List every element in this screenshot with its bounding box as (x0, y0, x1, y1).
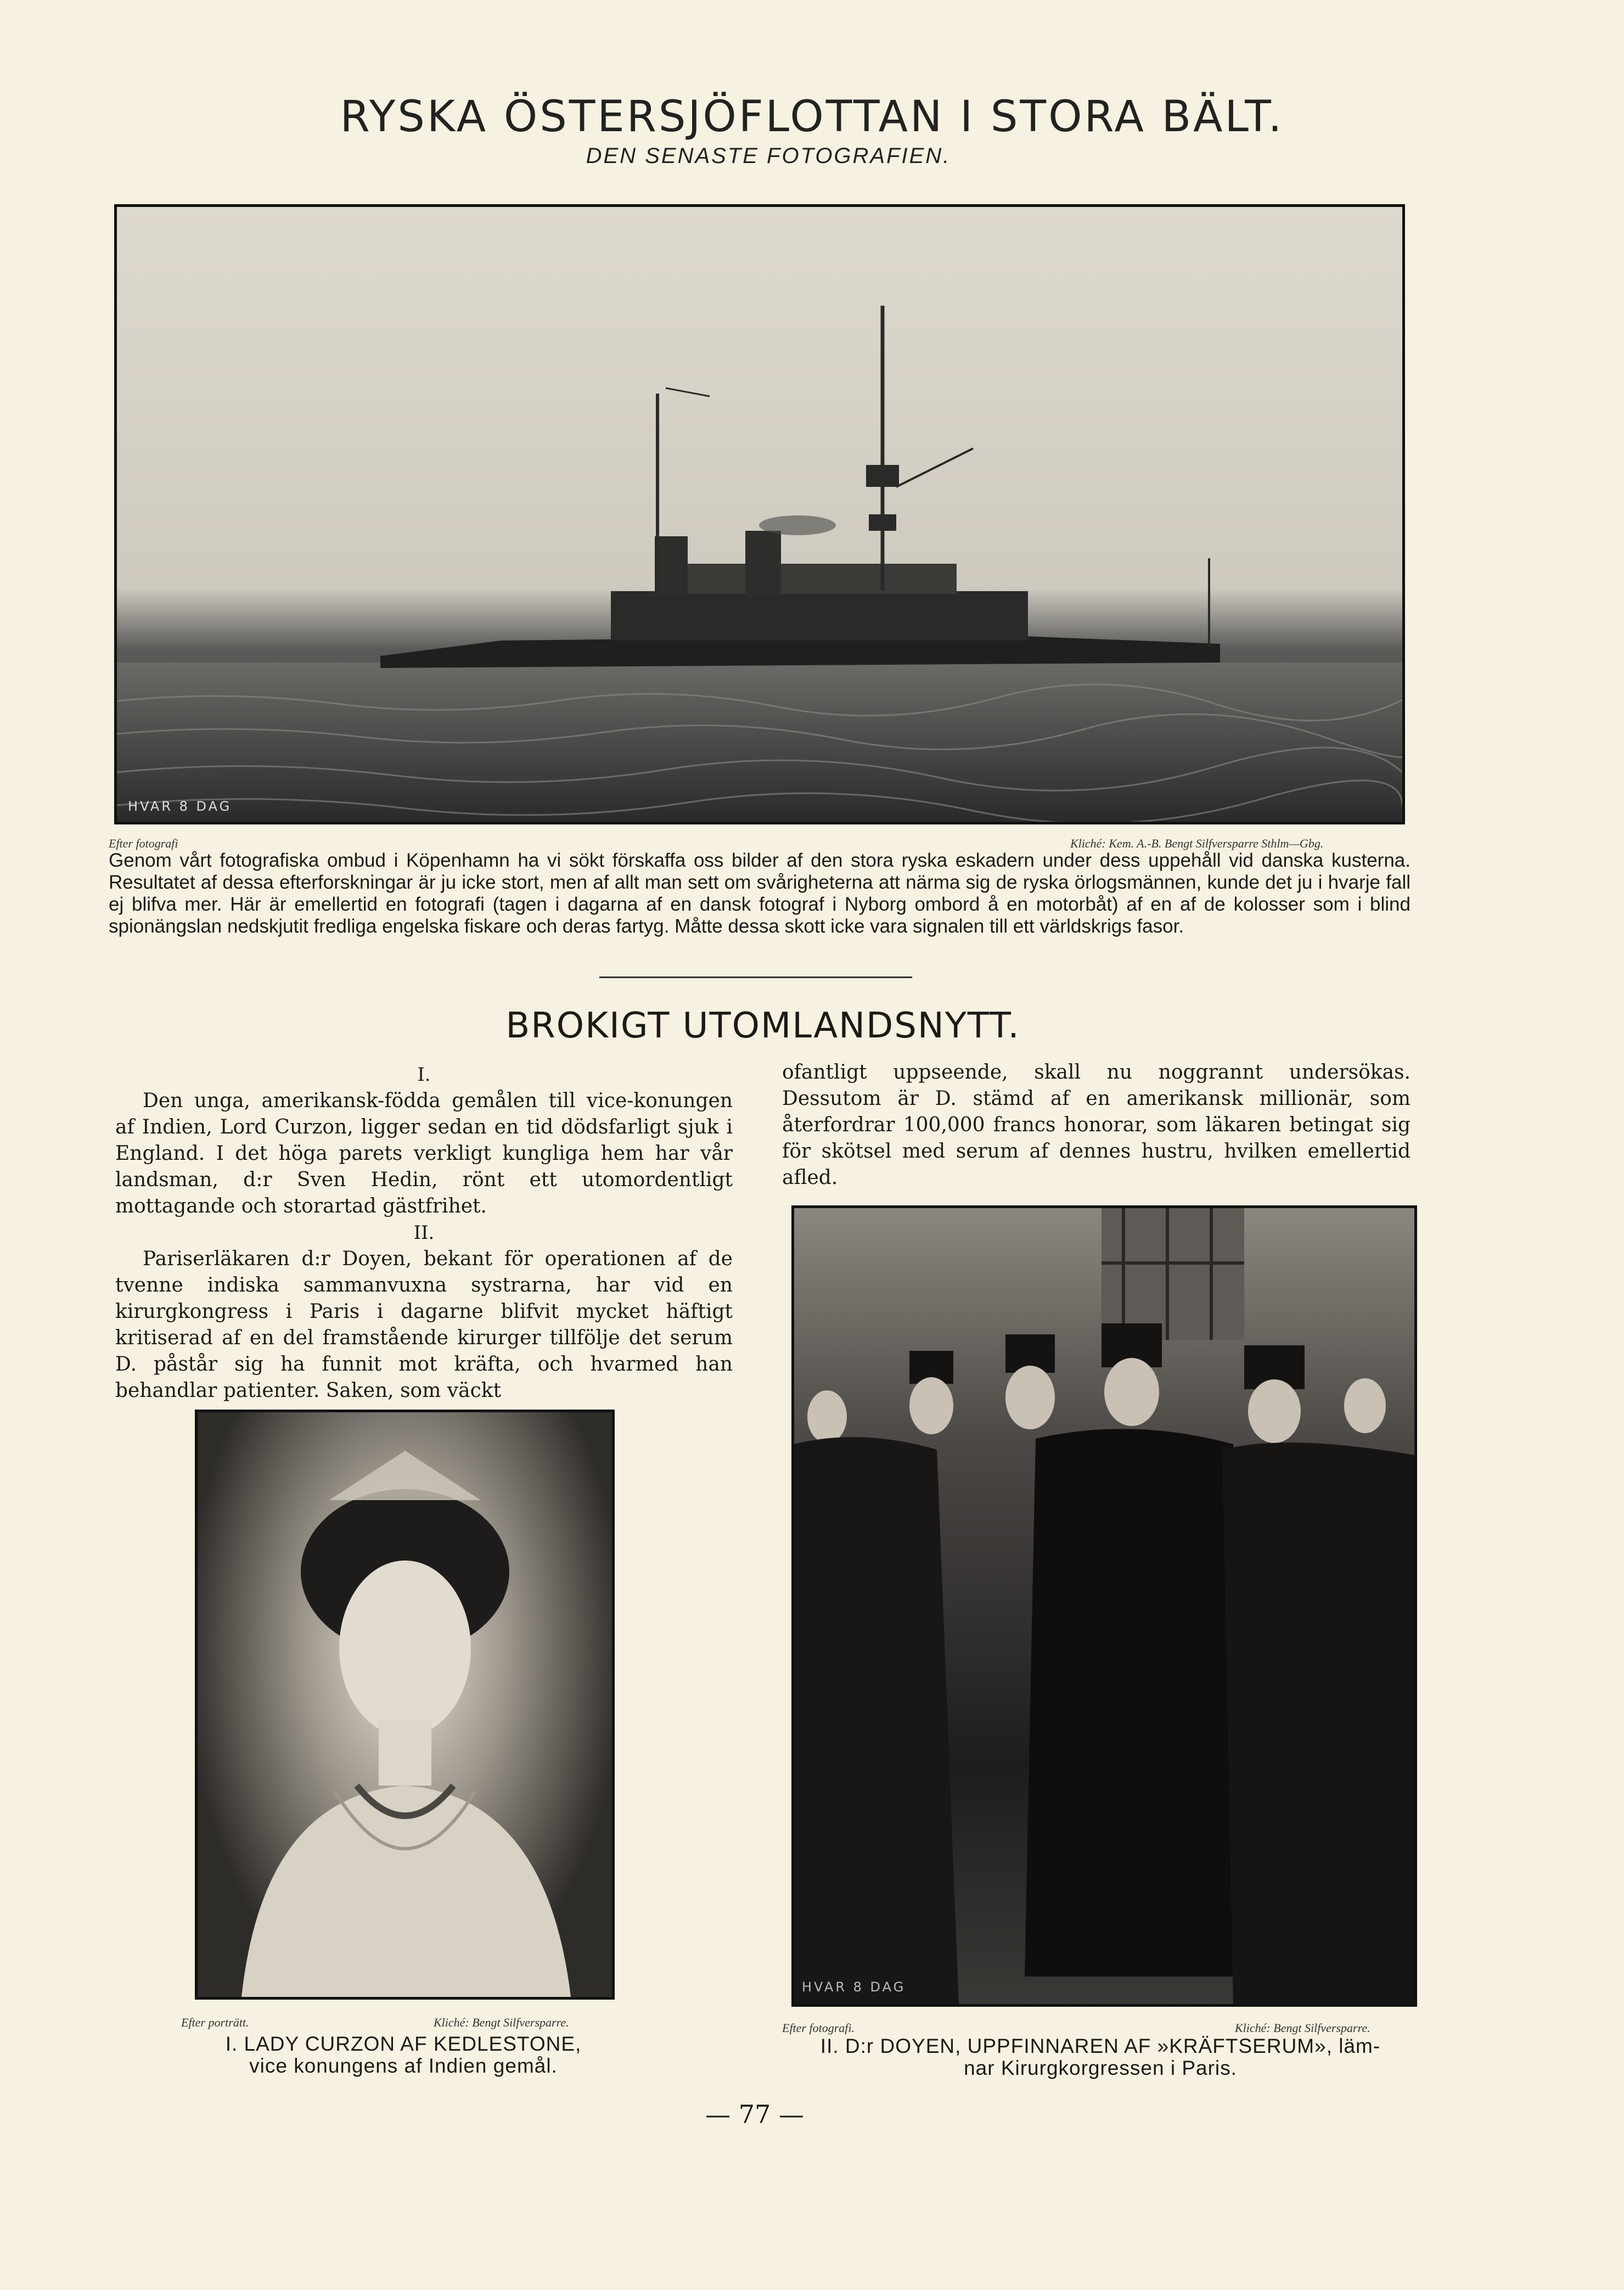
page-title: RYSKA ÖSTERSJÖFLOTTAN I STORA BÄLT. (340, 92, 1284, 142)
item-number: II. (413, 1222, 435, 1244)
curzon-caption-title: I. LADY CURZON AF KEDLESTONE, (225, 2033, 582, 2055)
portrait-cliche-credit: Kliché: Bengt Silfversparre. (434, 2016, 569, 2029)
ship-caption: Genom vårt fotografiska ombud i Köpenhamn ha vi sökt förskaffa oss bilder af den stora ryska eskadern under dess uppehåll vid danska kusterna. Resultatet af dessa efterforskningar är ju icke stort, men af allt man sett om svårigheterna att närma sig de ryska örlogsmännen, kunde det ju i hvarje fall ej blifva mer. Här är emellertid en fotografi (tagen i dagarna af en dansk fotograf i Nyborg ombord å en motorbåt) af en af de kolosser som i blind spionängslan nedskjutit fredliga engelska fiskare och deras fartyg. Måtte dessa skott icke vara signalen till ett världskrigs fasor. (109, 850, 1411, 937)
crowd-illustration (794, 1208, 1414, 2004)
page-subtitle: DEN SENASTE FOTOGRAFIEN. (586, 144, 951, 168)
photo-watermark: HVAR 8 DAG (128, 799, 232, 814)
portrait-credit: Efter porträtt. (181, 2016, 249, 2029)
cliche-credit: Kliché: Kem. A.-B. Bengt Silfversparre Sthlm—Gbg. (1070, 837, 1324, 850)
left-column (115, 1062, 733, 1404)
doyen-photo-credit: Efter fotografi. (782, 2021, 855, 2035)
curzon-caption-subtitle: vice konungens af Indien gemål. (249, 2055, 558, 2077)
article-continuation: ofantligt uppseende, skall nu noggrannt undersökas. Dessutom är D. stämd af en amerikansk millionär, som återfordrar 100,000 francs honorar, som läkaren betingat sig för skötsel med serum af dennes hustru, hvilken emellertid afled. (782, 1061, 1411, 1189)
doyen-caption-title: II. D:r DOYEN, UPPFINNAREN AF »KRÄFTSERUM», läm- (820, 2035, 1381, 2057)
section-heading: BROKIGT UTOMLANDSNYTT. (505, 1006, 1020, 1046)
battleship-illustration (117, 207, 1402, 822)
portrait-illustration (198, 1412, 612, 1997)
doyen-cliche-credit: Kliché: Bengt Silfversparre. (1235, 2021, 1370, 2035)
doyen-photo-watermark: HVAR 8 DAG (802, 1979, 906, 1995)
article-paragraph: Den unga, amerikansk-födda gemålen till vice-konungen af Indien, Lord Curzon, ligger sedan en tid dödsfarligt sjuk i England. I det höga parets verkligt kungliga hem har vår landsman, d:r Sven Hedin, rönt ett utomordentligt mottagande och storartad gästfrihet. (115, 1090, 733, 1217)
battleship-photo (114, 204, 1405, 824)
page-number: — 77 — (705, 2100, 804, 2129)
lady-curzon-portrait (195, 1410, 615, 2000)
photo-credit: Efter fotografi (109, 837, 178, 850)
item-number: I. (417, 1064, 431, 1086)
dr-doyen-photo (791, 1205, 1417, 2007)
article-paragraph: Pariserläkaren d:r Doyen, bekant för operationen af de tvenne indiska sammanvuxna systrarna, har vid en kirurgkongress i Paris i dagarne blifvit mycket häftigt kritiserad af en del framstående kirurger tillfölje det serum D. påstår sig ha funnit mot kräfta, och hvarmed han behandlar patienter. Saken, som väckt (115, 1248, 733, 1402)
doyen-caption-subtitle: nar Kirurgkorgressen i Paris. (964, 2057, 1237, 2079)
section-divider (599, 976, 912, 978)
